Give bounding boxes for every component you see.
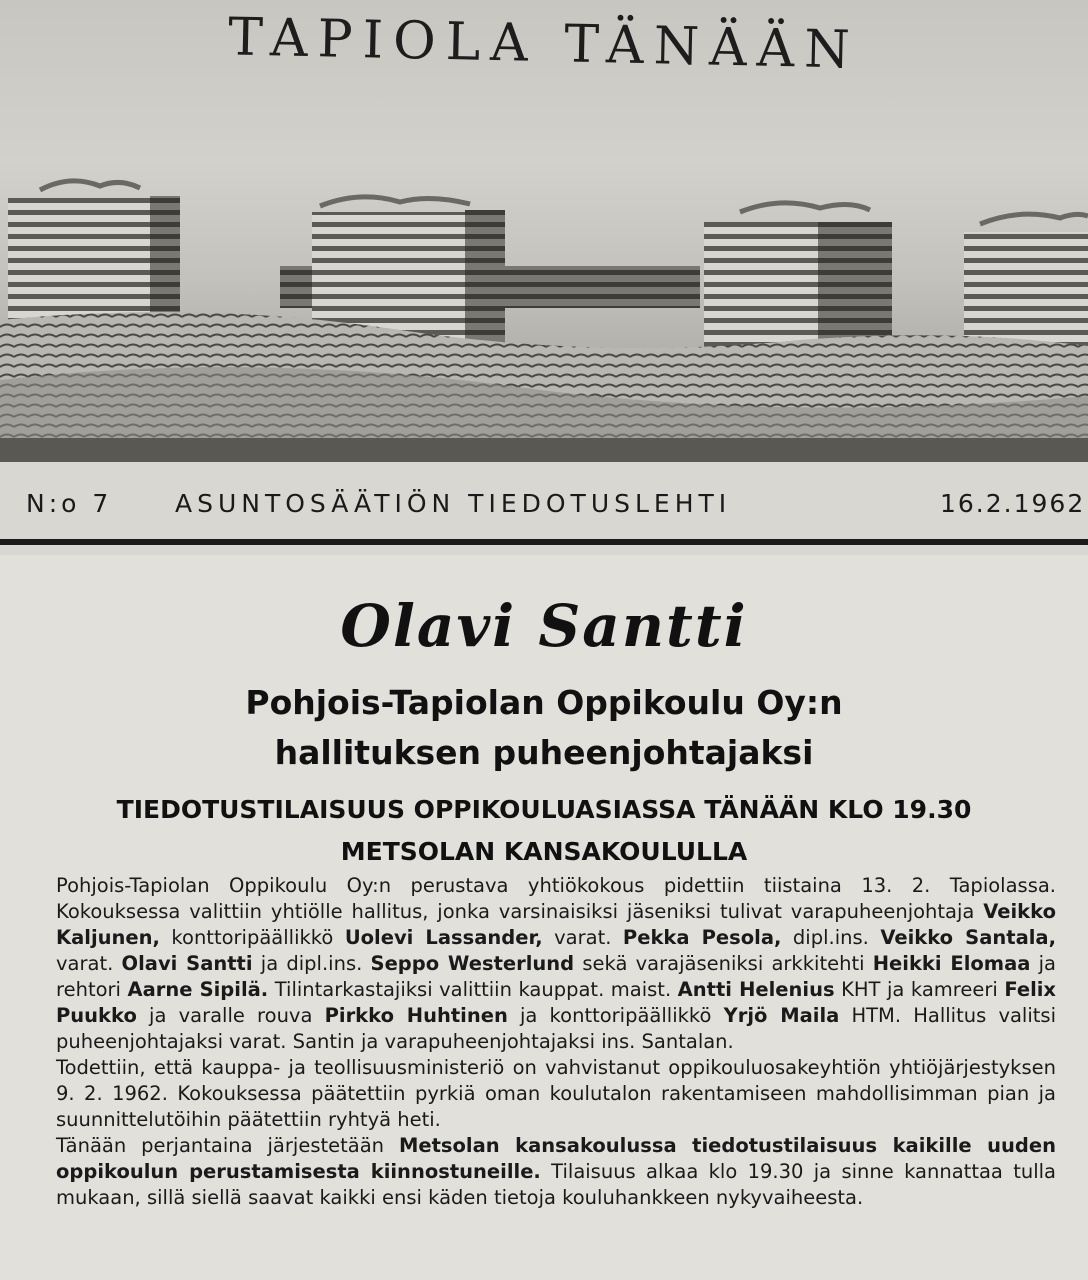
announcement-line-2: METSOLAN KANSAKOULULLA — [340, 837, 748, 866]
paragraph-2: Todettiin, että kauppa- ja teollisuusministeriö on vahvistanut oppikouluosakeyhtiön yhtiöjärjestyksen 9. 2. 1962. Kokouksessa päätettiin pyrkiä oman koulutalon rakentamiseen mahdollisimman pian ja suunnittelutöihin päätettiin ryhtyä heti. — [56, 1056, 1056, 1131]
masthead-title: TAPIOLA TÄNÄÄN — [227, 7, 861, 81]
headline-sub-line-1: Pohjois-Tapiolan Oppikoulu Oy:n — [245, 683, 843, 722]
headline-name: Olavi Santti — [340, 592, 748, 660]
info-bar — [0, 485, 1088, 535]
publication-name: ASUNTOSÄÄTIÖN TIEDOTUSLEHTI — [175, 489, 732, 518]
announcement-line-1: TIEDOTUSTILAISUUS OPPIKOULUASIASSA TÄNÄÄN KLO 19.30 — [116, 795, 972, 824]
paragraph-1: Pohjois-Tapiolan Oppikoulu Oy:n perustava yhtiökokous pidettiin tiistaina 13. 2. Tapiolassa. Kokouksessa valittiin yhtiölle hallitus, jonka varsinaisiksi jäseniksi tulivat varapuheenjohtaja Veikko Kaljunen, konttoripäällikkö Uolevi Lassander, varat. Pekka Pesola, dipl.ins. Veikko Santala, varat. Olavi Santti ja dipl.ins. Seppo Westerlund sekä varajäseniksi arkkitehti Heikki Elomaa ja rehtori Aarne Sipilä. Tilintarkastajiksi valittiin kauppat. maist. Antti Helenius KHT ja kamreeri Felix Puukko ja varalle rouva Pirkko Huhtinen ja konttoripäällikkö Yrjö Maila HTM. Hallitus valitsi puheenjohtajaksi varat. Santin ja varapuheenjohtajaksi ins. Santalan. — [56, 874, 1057, 1053]
headline-sub-line-2: hallituksen puheenjohtajaksi — [274, 733, 814, 772]
article-body — [56, 873, 1056, 1211]
issue-number: N:o 7 — [26, 489, 113, 518]
divider-rule — [0, 539, 1088, 545]
paragraph-3: Tänään perjantaina järjestetään Metsolan kansakoulussa tiedotustilaisuus kaikille uuden oppikoulun perustamisesta kiinnostuneille. Tilaisuus alkaa klo 19.30 ja sinne kannattaa tulla mukaan, sillä siellä saavat kaikki ensi käden tietoja kouluhankkeen nykyvaiheesta. — [56, 1134, 1056, 1209]
issue-date: 16.2.1962 — [940, 489, 1086, 518]
masthead — [0, 0, 1088, 462]
tapiola-buildings-photo — [0, 150, 1088, 462]
article — [0, 555, 1088, 1280]
